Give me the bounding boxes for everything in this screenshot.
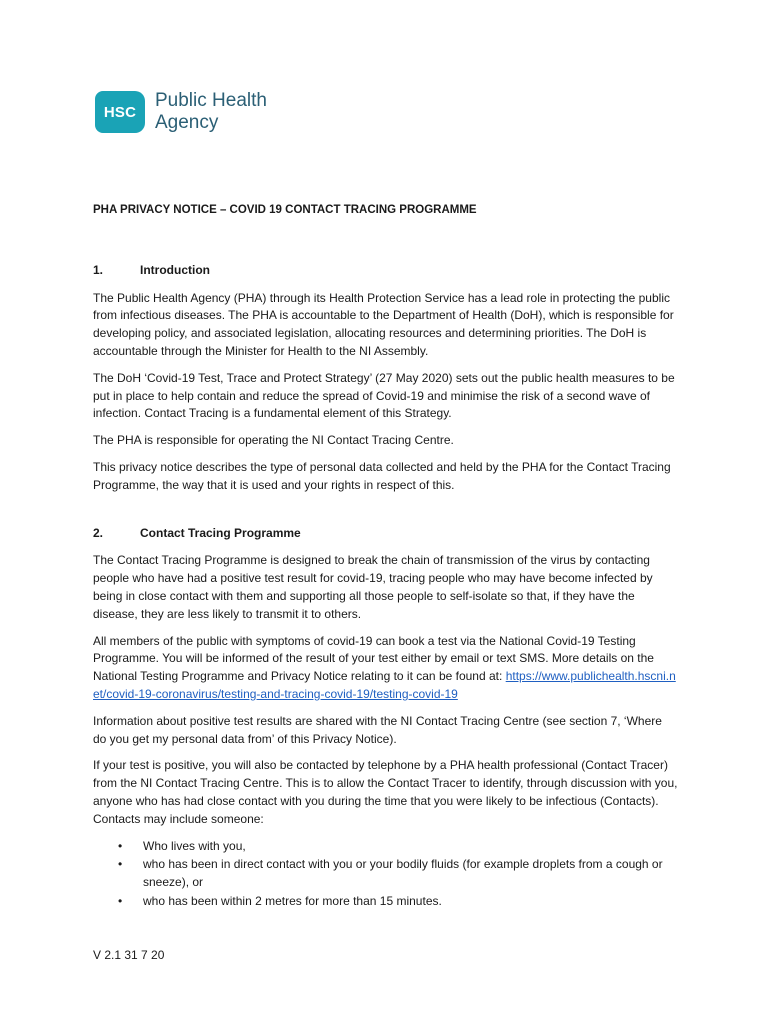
paragraph: The Public Health Agency (PHA) through its Health Protection Service has a lead role in protecting the public from infectious diseases. The PHA is accountable to the Department of Health (DoH), which is responsible for developing policy, and associated legislation, allocating resources and determining priorities. The DoH is accountable through the Minister for Health to the NI Assembly. xyxy=(93,290,674,358)
testing-info-link[interactable]: https://www.publichealth.hscni.net/covid-19-coronavirus/testing-and-tracing-covid-19/testing-covid-19 xyxy=(93,669,676,701)
logo-line-2: Agency xyxy=(155,112,219,133)
section-title: Contact Tracing Programme xyxy=(140,525,301,540)
document-title: PHA PRIVACY NOTICE – COVID 19 CONTACT TRACING PROGRAMME xyxy=(93,204,477,216)
paragraph-text: All members of the public with symptoms of covid-19 can book a test via the National Covid-19 Testing Programme. You will be informed of the result of your test either by email or text SMS. More details on the National Testing Programme and Privacy Notice relating to it can be found at: xyxy=(93,633,654,684)
paragraph: Information about positive test results are shared with the NI Contact Tracing Centre (see section 7, ‘Where do you get my personal data from’ of this Privacy Notice). xyxy=(93,713,662,746)
hsc-badge: HSC xyxy=(95,91,145,133)
section-number: 2. xyxy=(93,525,104,540)
paragraph: The DoH ‘Covid-19 Test, Trace and Protect Strategy’ (27 May 2020) sets out the public health measures to be put in place to help contain and reduce the spread of Covid-19 and minimise the risk of a second wave of infection. Contact Tracing is a fundamental element of this Strategy. xyxy=(93,370,675,421)
section-2-heading xyxy=(93,525,678,543)
paragraph: If your test is positive, you will also be contacted by telephone by a PHA health professional (Contact Tracer) from the NI Contact Tracing Centre. This is to allow the Contact Tracer to identify, through discussion with you, anyone who has had close contact with you during the time that you were likely to be infectious (Contacts). Contacts may include someone: xyxy=(93,758,678,826)
list-item: • Who lives with you, xyxy=(143,838,678,856)
section-number: 1. xyxy=(93,262,104,277)
list-item: • who has been in direct contact with you or your bodily fluids (for example droplets from a cough or sneeze), or xyxy=(143,856,678,892)
paragraph: The Contact Tracing Programme is designed to break the chain of transmission of the virus by contacting people who have had a positive test result for covid-19, tracing people who may have become infected by being in close contact with them and supporting all those people to self-isolate so that, if they have the disease, they are less likely to transmit it to others. xyxy=(93,553,653,621)
list-item: • who has been within 2 metres for more than 15 minutes. xyxy=(143,893,678,911)
contacts-list xyxy=(93,838,678,911)
section-1-heading xyxy=(93,262,678,280)
paragraph xyxy=(93,633,678,704)
logo-line-1: Public Health xyxy=(155,90,267,111)
document-body xyxy=(93,202,678,912)
section-title: Introduction xyxy=(140,262,210,277)
pha-logo xyxy=(95,86,267,138)
logo-text xyxy=(155,90,267,134)
paragraph: The PHA is responsible for operating the NI Contact Tracing Centre. xyxy=(93,433,454,448)
paragraph: This privacy notice describes the type of personal data collected and held by the PHA for the Contact Tracing Programme, the way that it is used and your rights in respect of this. xyxy=(93,459,671,492)
version-footer: V 2.1 31 7 20 xyxy=(93,948,165,962)
